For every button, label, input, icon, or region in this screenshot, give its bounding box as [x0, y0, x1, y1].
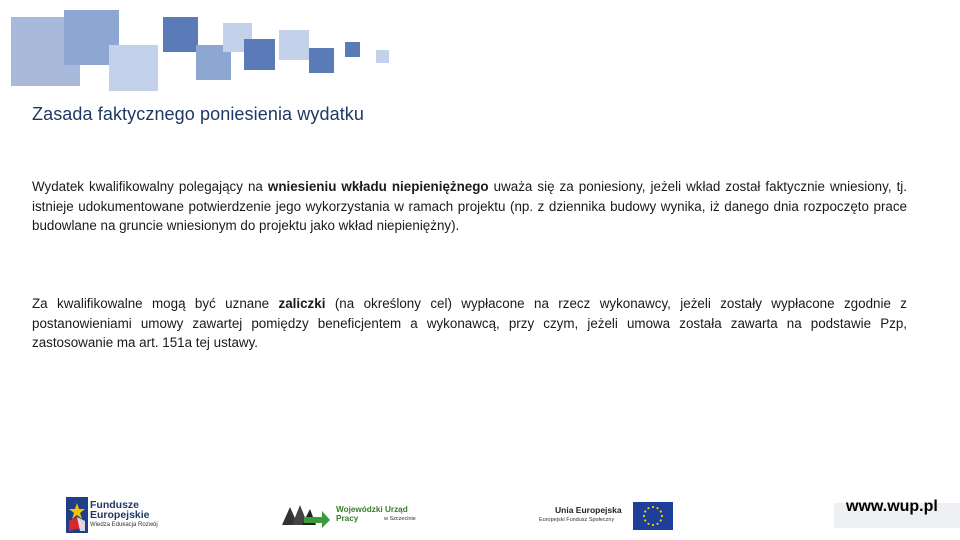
deco-square — [279, 30, 309, 60]
wup-logo — [280, 495, 430, 535]
unia-europejska-logo — [537, 495, 677, 535]
deco-square — [309, 48, 334, 73]
fe-star-logo-icon — [66, 497, 88, 533]
eu-logo-name: Unia Europejska — [555, 505, 622, 515]
wup-logo-subtitle: w Szczecinie — [384, 516, 416, 522]
fe-logo-subtitle: Wiedza Edukacja Rozwój — [90, 522, 158, 528]
fe-logo-text — [90, 500, 150, 520]
deco-square — [163, 17, 198, 52]
fe-logo-line1: Fundusze — [90, 499, 139, 511]
eu-logo-subtitle: Europejski Fundusz Społeczny — [539, 517, 615, 523]
paragraph1-run: uważa się za poniesiony, jeżeli wkład został faktycznie wniesiony, tj. istnieje udokumentowane potwierdzenie jego wykorzystania w ramach projektu (np. z dziennika budowy wynika, iż danego dnia rozpoczęto prace budowlane na gruncie wniesionym do projektu jako wkład niepieniężny). — [32, 179, 907, 233]
paragraph1-bold-run: wniesieniu wkładu niepieniężnego — [267, 179, 489, 194]
slide-title: Zasada faktycznego poniesienia wydatku — [32, 104, 365, 124]
paragraph1-run: Wydatek kwalifikowalny polegający na — [32, 179, 268, 194]
paragraph-in-kind-contribution — [32, 177, 907, 236]
website-url[interactable]: www.wup.pl — [846, 498, 938, 515]
fundusze-europejskie-logo — [64, 495, 176, 535]
paragraph2-run: (na określony cel) wypłacone na rzecz wykonawcy, jeżeli zostały wypłacone zgodnie z postanowieniami umowy zawartej pomiędzy beneficjentem a wykonawcą, przy czym, jeżeli umowa została zawarta na podstawie Pzp, zastosowanie ma art. 151a tej ustawy. — [32, 296, 907, 350]
paragraph2-bold-run: zaliczki — [278, 296, 326, 311]
deco-square — [345, 42, 360, 57]
wup-logo-name: Wojewódzki Urząd Pracy — [336, 505, 408, 523]
fe-logo-line2: Europejskie — [90, 509, 150, 521]
deco-square — [109, 45, 158, 91]
paragraph-advance-payments — [32, 294, 907, 353]
wup-arrow-logo-icon — [280, 499, 332, 529]
deco-square — [376, 50, 389, 63]
eu-flag-icon — [633, 502, 673, 530]
deco-square — [244, 39, 275, 70]
paragraph2-run: Za kwalifikowalne mogą być uznane — [32, 296, 279, 311]
